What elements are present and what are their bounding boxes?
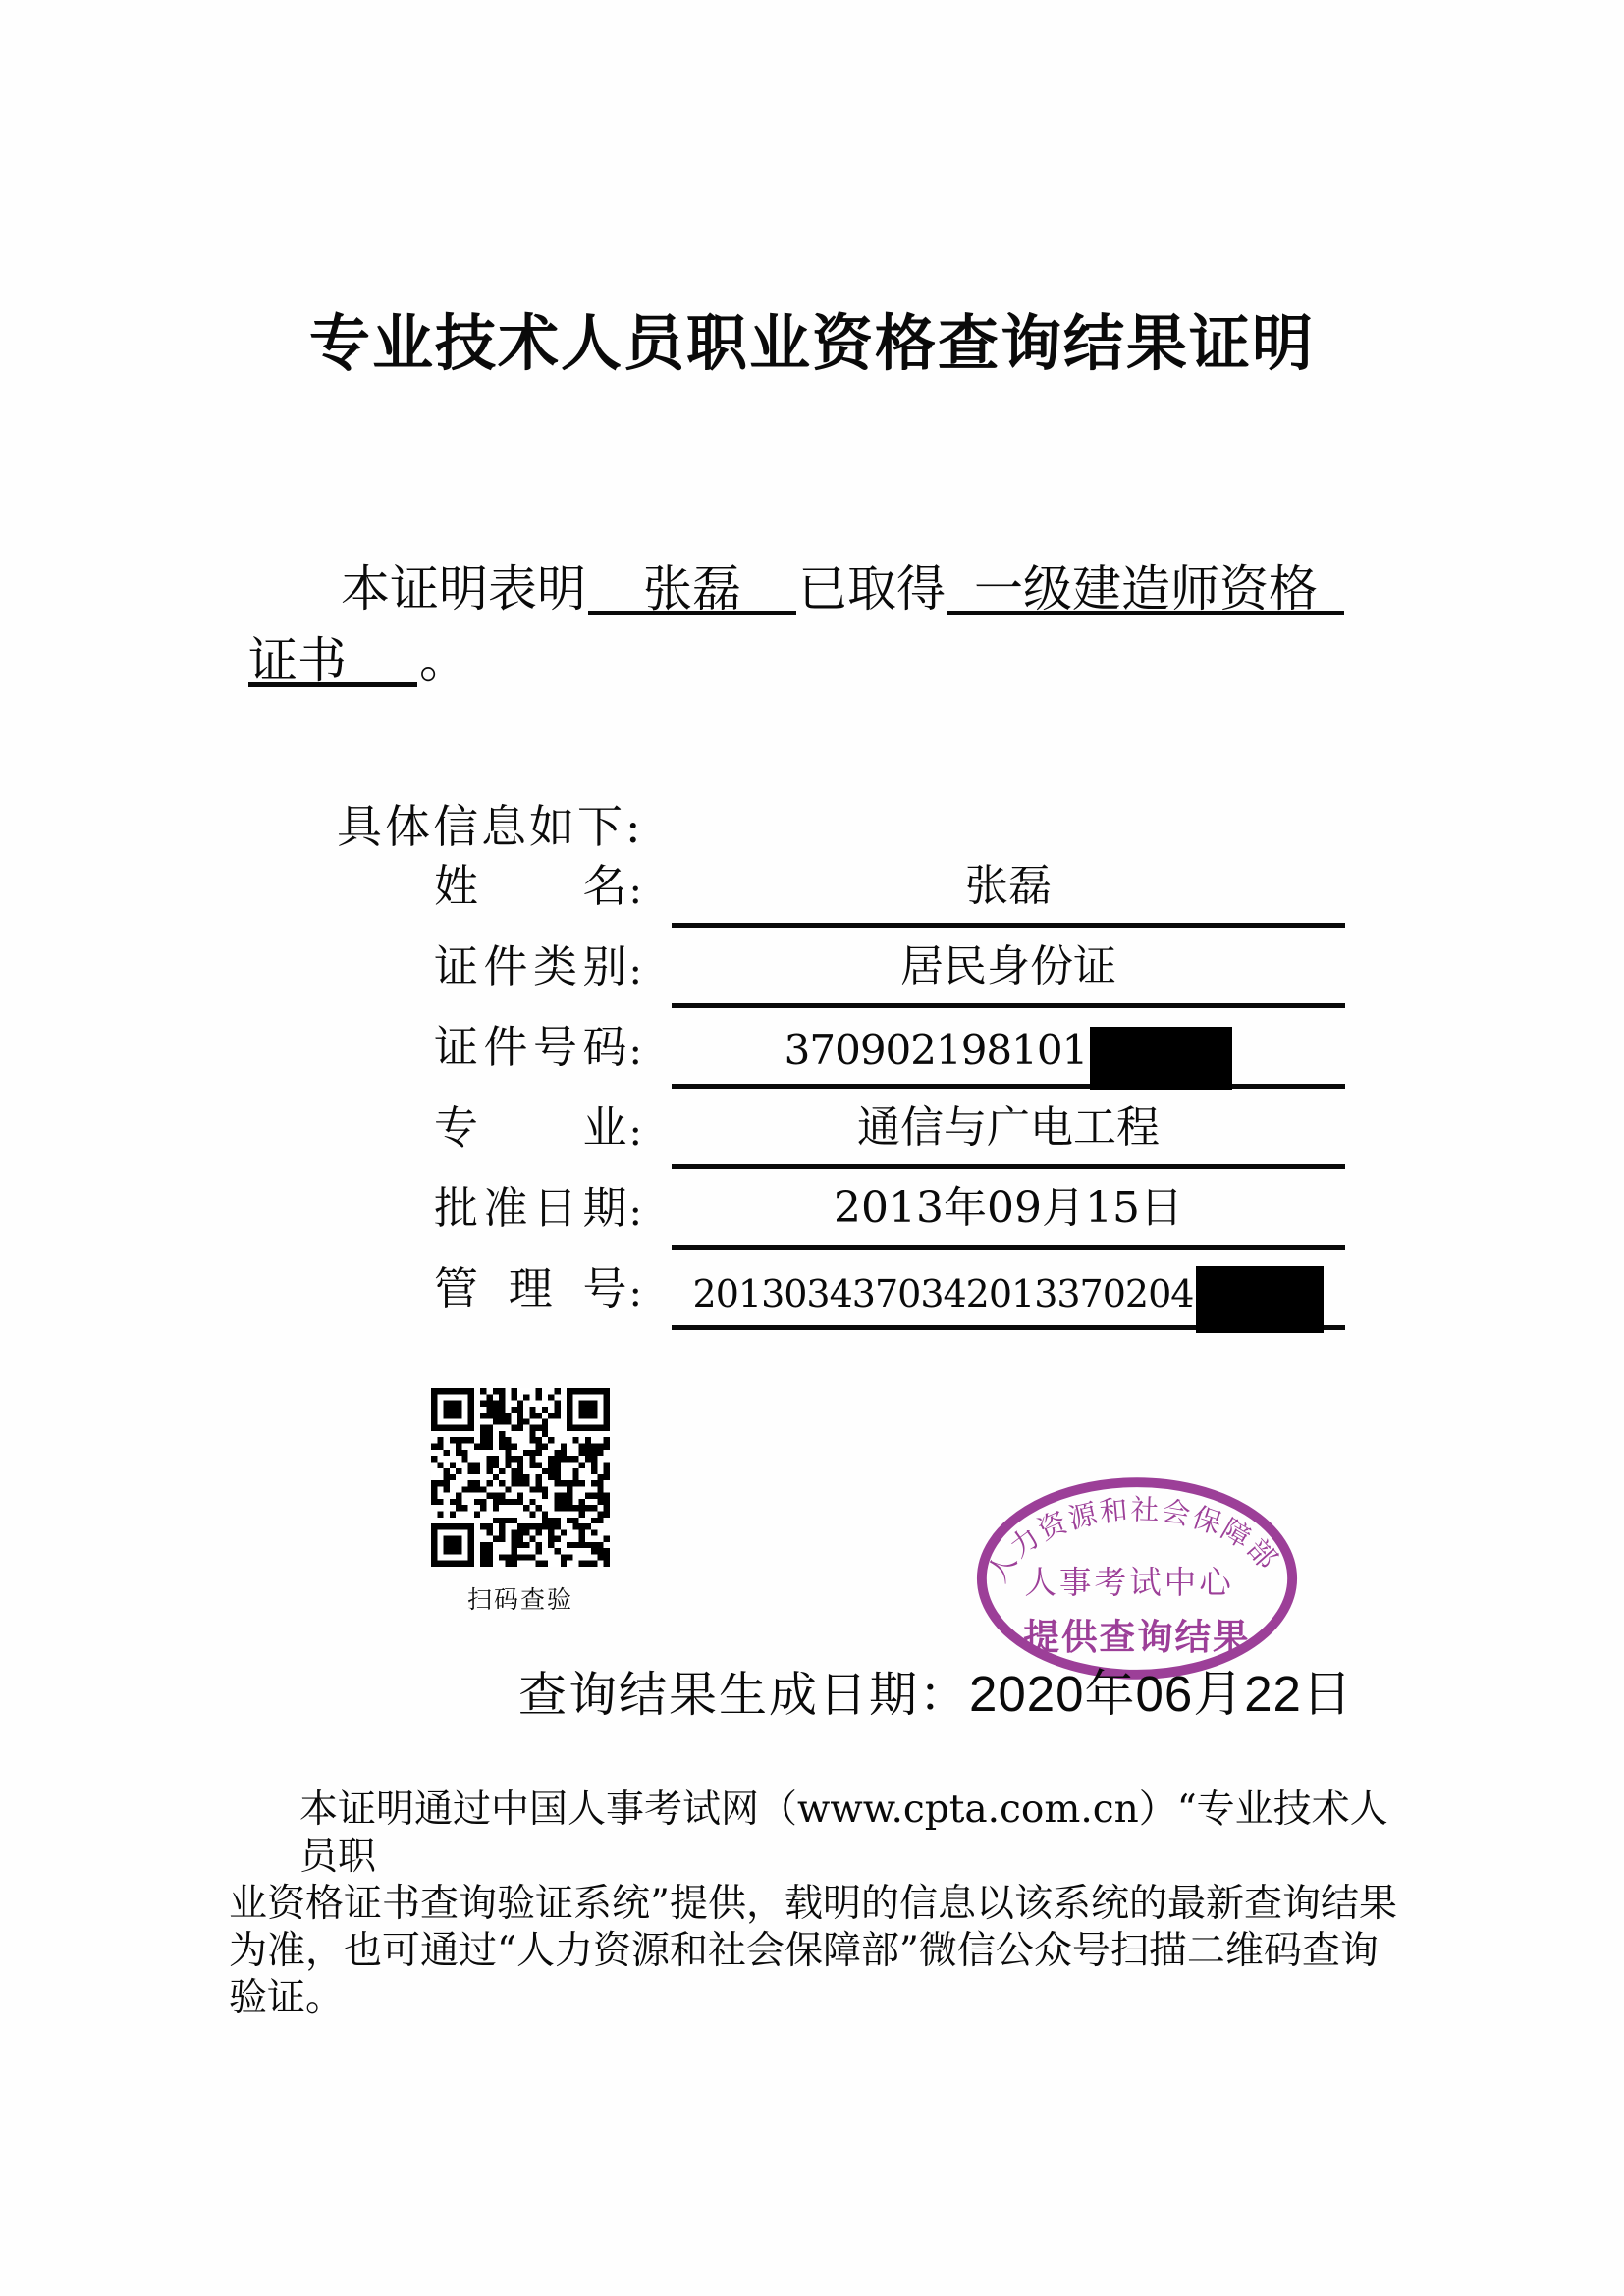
field-value: 通信与广电工程: [857, 1102, 1160, 1152]
field-row-name: [434, 847, 1347, 928]
field-value: 居民身份证: [900, 941, 1116, 991]
stamp-bottom-text: 提供查询结果: [1023, 1616, 1251, 1659]
field-value-underline: [672, 847, 1345, 928]
footer-line: 业资格证书查询验证系统”提供，载明的信息以该系统的最新查询结果: [229, 1882, 1397, 1926]
label-colon: :: [628, 868, 642, 913]
statement-period: 。: [419, 632, 468, 689]
field-value-underline: [672, 1250, 1345, 1330]
generated-date-line: [518, 1653, 1353, 1726]
footer-line: 为准，也可通过“人力资源和社会保障部”微信公众号扫描二维码查询: [229, 1929, 1379, 1973]
qualification-wrap: 证书: [248, 632, 347, 689]
statement-paragraph: [248, 550, 1407, 693]
field-value: 张磊: [965, 861, 1052, 911]
field-value-underline: [672, 928, 1345, 1008]
qr-block: [431, 1388, 610, 1616]
field-value: 2013年09月15日: [834, 1183, 1183, 1233]
footer-line: 本证明通过中国人事考试网（www.cpta.com.cn）“专业技术人员职: [299, 1788, 1388, 1879]
details-heading: 具体信息如下:: [337, 800, 644, 853]
details-fields: [434, 847, 1347, 1330]
generated-date-label: 查询结果生成日期：: [518, 1667, 970, 1723]
label-colon: :: [628, 1029, 642, 1074]
stamp-center-text: 人事考试中心: [1024, 1563, 1234, 1601]
footer-note: [229, 1787, 1412, 2022]
statement-line-1: [339, 550, 1407, 621]
field-label: 证 件 类 别 :: [434, 940, 642, 993]
statement-line-2: [248, 621, 1407, 693]
field-label: 批 准 日 期 :: [434, 1182, 642, 1235]
field-row-management-number: [434, 1250, 1347, 1330]
redaction-box: [1196, 1266, 1324, 1333]
name-blank: [588, 550, 796, 615]
field-value: 370902198101: [784, 1026, 1088, 1074]
qualification-wrap-blank: [248, 621, 417, 687]
footer-line: 验证。: [229, 1976, 345, 2020]
stamp-arc-text: 人力资源和社会保障部: [980, 1492, 1286, 1588]
field-row-id-type: [434, 928, 1347, 1008]
qr-code: [431, 1388, 610, 1567]
label-colon: :: [628, 1190, 642, 1235]
statement-prefix: 本证明表明: [341, 561, 586, 617]
statement-middle: 已取得: [798, 561, 946, 617]
page-title: 专业技术人员职业资格查询结果证明: [308, 307, 1315, 379]
field-value-underline: [672, 1089, 1345, 1169]
field-label: 姓 名 :: [434, 860, 642, 913]
qualification-name: 一级建造师资格: [974, 561, 1318, 617]
field-label: 管 理 号 :: [434, 1262, 642, 1315]
field-row-id-number: [434, 1008, 1347, 1089]
label-colon: :: [628, 948, 642, 993]
field-row-major: [434, 1089, 1347, 1169]
field-value-underline: [672, 1008, 1345, 1089]
field-value-underline: [672, 1169, 1345, 1250]
label-colon: :: [628, 1109, 642, 1154]
field-row-approval-date: [434, 1169, 1347, 1250]
holder-name: 张磊: [643, 561, 741, 617]
field-value: 2013034370342013370204: [692, 1272, 1194, 1315]
field-label: 证 件 号 码 :: [434, 1021, 642, 1074]
field-label: 专 业 :: [434, 1101, 642, 1154]
redaction-box: [1090, 1027, 1232, 1090]
qr-caption: 扫码查验: [466, 1585, 573, 1614]
qualification-blank: [947, 550, 1344, 615]
label-colon: :: [628, 1270, 642, 1315]
generated-date-value: 2020年06月22日: [969, 1666, 1353, 1722]
